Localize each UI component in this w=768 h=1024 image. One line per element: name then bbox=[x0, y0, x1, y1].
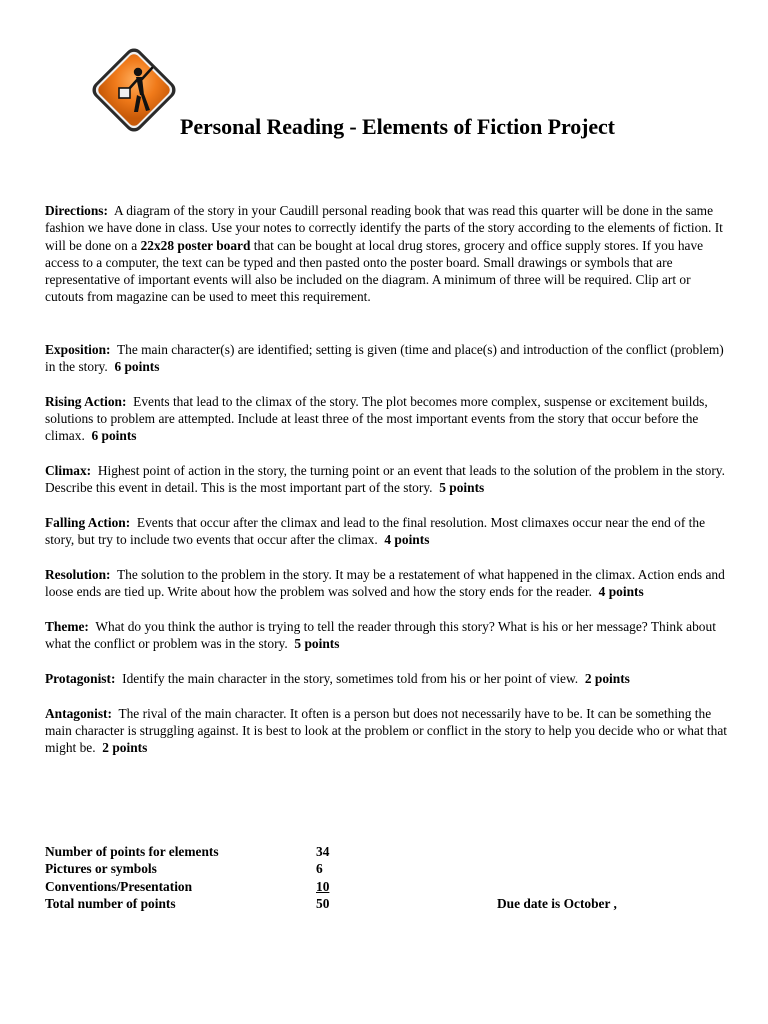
element-label: Falling Action: bbox=[45, 515, 131, 531]
points-summary bbox=[45, 843, 728, 912]
element-points: 2 points bbox=[102, 740, 148, 756]
element-points: 5 points bbox=[294, 636, 340, 652]
summary-label: Pictures or symbols bbox=[45, 861, 157, 877]
element-label: Resolution: bbox=[45, 567, 111, 583]
road-sign-worker-icon bbox=[84, 40, 184, 140]
page-title: Personal Reading - Elements of Fiction Project bbox=[180, 114, 615, 139]
summary-value: 6 bbox=[316, 861, 323, 877]
element-points: 6 points bbox=[114, 359, 160, 375]
element-label: Theme: bbox=[45, 619, 89, 634]
summary-value: 10 bbox=[316, 878, 330, 894]
element-points: 4 points bbox=[598, 584, 644, 600]
element-text: Highest point of action in the story, the turning point or an event that leads to the solution of the problem in the story. Describe this event in detail. This is the most important part of the story. bbox=[45, 463, 725, 496]
summary-label: Conventions/Presentation bbox=[45, 878, 193, 894]
due-date: Due date is October , bbox=[497, 895, 617, 911]
element-resolution bbox=[45, 566, 728, 601]
directions-text-1: A diagram of the story in your Caudill personal reading book that was read this quarter will be done in the same fashion we have done in class. Use your notes to correctly identify the parts of the story according to the elements of fiction. It will be done on a bbox=[45, 203, 723, 253]
element-theme bbox=[45, 618, 728, 653]
summary-row bbox=[45, 860, 728, 877]
element-rising-action bbox=[45, 393, 728, 445]
element-text: What do you think the author is trying to tell the reader through this story? What is his or her message? Think about what the conflict or problem was in the story. bbox=[45, 619, 716, 652]
element-points: 6 points bbox=[91, 428, 137, 444]
element-label: Exposition: bbox=[45, 341, 111, 357]
summary-value: 34 bbox=[316, 844, 330, 859]
summary-value: 50 bbox=[316, 895, 330, 911]
summary-row bbox=[45, 878, 728, 895]
poster-board-size: 22x28 poster board bbox=[140, 237, 251, 253]
element-text: Identify the main character in the story, sometimes told from his or her point of view. bbox=[122, 670, 579, 686]
directions-paragraph bbox=[45, 202, 728, 306]
document-body bbox=[45, 202, 728, 774]
directions-label: Directions: bbox=[45, 203, 108, 218]
element-protagonist bbox=[45, 670, 728, 687]
element-text: The rival of the main character. It often is a person but does not necessarily have to be. It can be something the main character is struggling against. It is best to look at the problem or conflict in the story to help you decide who or what that might be. bbox=[45, 705, 728, 756]
element-points: 5 points bbox=[439, 480, 485, 496]
element-points: 4 points bbox=[384, 532, 430, 548]
summary-row-total bbox=[45, 895, 728, 912]
element-text: Events that lead to the climax of the story. The plot becomes more complex, suspense or excitement builds, solutions to problem are attempted. Include at least three of the most important events from the story that occur before the climax. bbox=[45, 393, 708, 444]
element-label: Protagonist: bbox=[45, 670, 116, 686]
element-text: The main character(s) are identified; setting is given (time and place(s) and introduction of the conflict (problem) in the story. bbox=[45, 341, 724, 375]
element-falling-action bbox=[45, 514, 728, 549]
element-points: 2 points bbox=[584, 670, 630, 686]
summary-label: Total number of points bbox=[45, 895, 176, 911]
element-label: Antagonist: bbox=[45, 705, 112, 721]
element-antagonist bbox=[45, 705, 728, 757]
element-text: The solution to the problem in the story. It may be a restatement of what happened in the climax. Action ends and loose ends are tied up. Write about how the problem was solved and how the story ends for the reader. bbox=[45, 567, 725, 600]
summary-row bbox=[45, 843, 728, 860]
element-text: Events that occur after the climax and lead to the final resolution. Most climaxes occur near the end of the story, but try to include two events that occur after the climax. bbox=[45, 515, 706, 548]
element-exposition bbox=[45, 341, 728, 376]
element-label: Climax: bbox=[45, 463, 92, 479]
element-climax bbox=[45, 462, 728, 497]
summary-label: Number of points for elements bbox=[45, 844, 219, 859]
directions-text-2: that can be bought at local drug stores, grocery and office supply stores. If you have access to a computer, the text can be typed and then pasted onto the poster board. Small drawings or symbols that are representative of important events will also be included on the diagram. A minimum of three will be required. Clip art or cutouts from magazine can be used to meet this requirement. bbox=[45, 237, 704, 305]
element-label: Rising Action: bbox=[45, 393, 127, 409]
